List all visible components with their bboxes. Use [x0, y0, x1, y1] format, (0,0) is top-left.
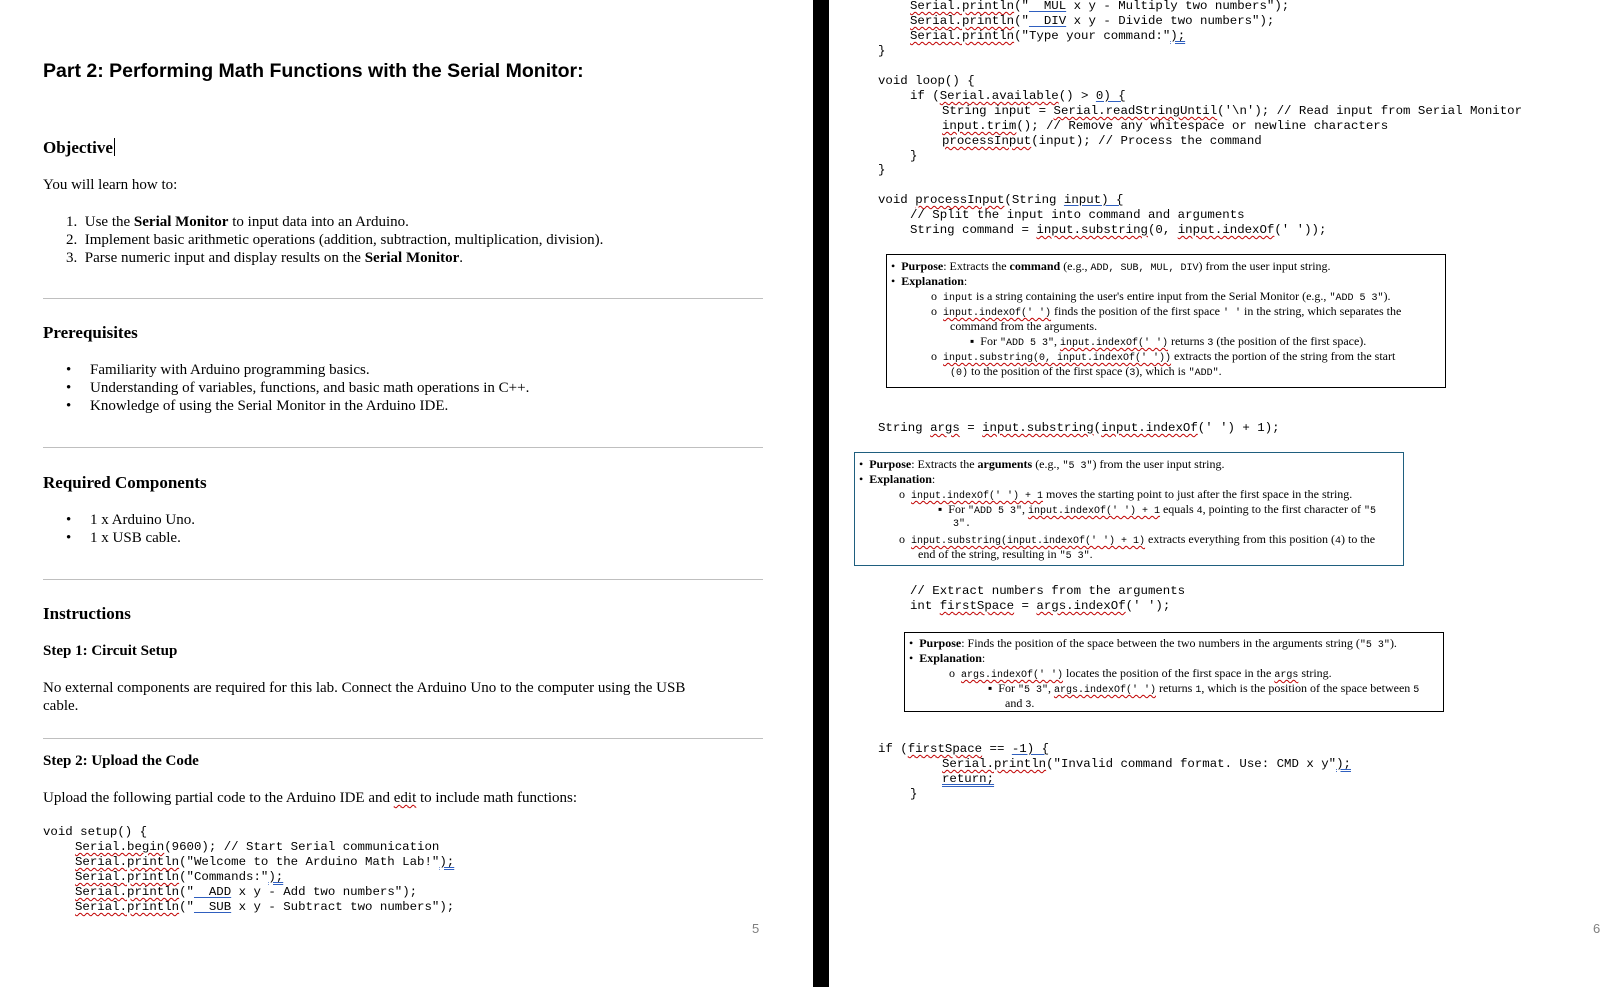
explanation-label: • Explanation:	[859, 472, 936, 486]
code-line: Serial.println("Commands:");	[75, 870, 284, 884]
prerequisites-heading: Prerequisites	[43, 323, 138, 342]
explanation-item: o input.substring(input.indexOf(' ') + 1) extracts everything from this position (4) to the	[899, 532, 1376, 547]
explanation-label: • Explanation:	[891, 274, 968, 288]
components-heading: Required Components	[43, 473, 207, 492]
step2-heading: Step 2: Upload the Code	[43, 753, 199, 769]
example-item: ▪ For "ADD 5 3", input.indexOf(' ') returns 3 (the position of the first space).	[970, 334, 1367, 349]
explanation-item: o input is a string containing the user's entire input from the Serial Monitor (e.g., "ADD 5 3").	[931, 289, 1391, 304]
purpose-line: • Purpose: Extracts the arguments (e.g., "5 3") from the user input string.	[859, 457, 1225, 472]
edit-word: edit	[393, 790, 417, 806]
page-number: 6	[1593, 921, 1601, 936]
code-line: Serial.println("Type your command:");	[910, 29, 1186, 43]
code-line: String args = input.substring(input.indexOf(' ') + 1);	[878, 421, 1280, 435]
prerequisite-item: • Knowledge of using the Serial Monitor in the Arduino IDE.	[66, 398, 449, 414]
code-line: void setup() {	[43, 825, 148, 839]
explanation-item: o input.substring(0, input.indexOf(' ')) extracts the portion of the string from the start	[931, 349, 1396, 364]
step2-text: Upload the following partial code to the Arduino IDE and edit to include math functions:	[43, 790, 578, 806]
page-gutter	[813, 0, 829, 987]
explanation-box-arguments	[854, 452, 1404, 566]
code-line: Serial.println(" ADD x y - Add two numbers");	[75, 885, 418, 899]
explanation-item: o args.indexOf(' ') locates the position of the first space in the args string.	[949, 666, 1332, 681]
page-number: 5	[752, 921, 760, 936]
step1-text-line1: No external components are required for this lab. Connect the Arduino Uno to the computer using the USB	[43, 680, 686, 696]
code-line: Serial.println(" SUB x y - Subtract two numbers");	[75, 900, 455, 914]
code-comment: // Extract numbers from the arguments	[910, 584, 1186, 598]
code-comment: // Split the input into command and arguments	[910, 208, 1245, 222]
explanation-item: o input.indexOf(' ') + 1 moves the starting point to just after the first space in the string.	[899, 487, 1353, 502]
text-cursor	[114, 138, 115, 156]
code-line: Serial.println("Welcome to the Arduino Math Lab!");	[75, 855, 455, 869]
code-line: }	[910, 787, 918, 801]
example-item-cont: 3".	[953, 519, 972, 530]
objective-intro: You will learn how to:	[43, 177, 178, 193]
step1-text-line2: cable.	[43, 698, 79, 714]
code-line: return;	[942, 772, 995, 786]
code-line: input.trim(); // Remove any whitespace or newline characters	[942, 119, 1389, 133]
part-title: Part 2: Performing Math Functions with the Serial Monitor:	[43, 60, 584, 82]
code-line: }	[910, 149, 918, 163]
document-page-6	[829, 0, 1611, 987]
purpose-line: • Purpose: Finds the position of the space between the two numbers in the arguments string ("5 3").	[909, 636, 1397, 651]
section-divider	[43, 738, 763, 739]
objective-item-1: 1. Use the Serial Monitor to input data into an Arduino.	[66, 214, 409, 230]
code-line: void processInput(String input) {	[878, 193, 1124, 207]
objective-item-3: 3. Parse numeric input and display results on the Serial Monitor.	[66, 250, 464, 266]
section-divider	[43, 298, 763, 299]
component-item: • 1 x Arduino Uno.	[66, 512, 196, 528]
code-line: String command = input.substring(0, input.indexOf(' '));	[910, 223, 1327, 237]
explanation-box-firstspace	[904, 632, 1444, 712]
code-line: if (Serial.available() > 0) {	[910, 89, 1126, 103]
example-item: ▪ For "5 3", args.indexOf(' ') returns 1, which is the position of the space between 5	[988, 681, 1420, 696]
explanation-item-cont: (0) to the position of the first space (3), which is "ADD".	[950, 364, 1222, 379]
code-line: String input = Serial.readStringUntil('\n'); // Read input from Serial Monitor	[942, 104, 1522, 118]
explanation-item-cont: end of the string, resulting in "5 3".	[918, 547, 1093, 562]
example-item: ▪ For "ADD 5 3", input.indexOf(' ') + 1 equals 4, pointing to the first character of "5	[938, 502, 1376, 517]
explanation-label: • Explanation:	[909, 651, 986, 665]
code-line: Serial.println(" MUL x y - Multiply two numbers");	[910, 0, 1290, 13]
section-divider	[43, 447, 763, 448]
code-line: if (firstSpace == -1) {	[878, 742, 1050, 756]
prerequisite-item: • Understanding of variables, functions, and basic math operations in C++.	[66, 380, 530, 396]
section-divider	[43, 579, 763, 580]
code-line: Serial.println("Invalid command format. Use: CMD x y");	[942, 757, 1351, 771]
code-line: Serial.begin(9600); // Start Serial communication	[75, 840, 440, 854]
explanation-item-cont: command from the arguments.	[950, 319, 1098, 333]
code-line: void loop() {	[878, 74, 975, 88]
explanation-item: o input.indexOf(' ') finds the position of the first space ' ' in the string, which separates the	[931, 304, 1402, 319]
objective-heading[interactable]: Objective	[43, 138, 113, 157]
component-item: • 1 x USB cable.	[66, 530, 181, 546]
code-line: }	[878, 163, 886, 177]
prerequisite-item: • Familiarity with Arduino programming basics.	[66, 362, 370, 378]
example-item-cont: and 3.	[1005, 696, 1035, 711]
step1-heading: Step 1: Circuit Setup	[43, 643, 178, 659]
code-line: int firstSpace = args.indexOf(' ');	[910, 599, 1171, 613]
code-line: Serial.println(" DIV x y - Divide two numbers");	[910, 14, 1275, 28]
objective-item-2: 2. Implement basic arithmetic operations (addition, subtraction, multiplication, division).	[66, 232, 604, 248]
explanation-box-command	[886, 254, 1446, 388]
code-line: }	[878, 44, 886, 58]
instructions-heading: Instructions	[43, 604, 131, 623]
purpose-line: • Purpose: Extracts the command (e.g., ADD, SUB, MUL, DIV) from the user input string.	[891, 259, 1331, 274]
code-line: processInput(input); // Process the command	[942, 134, 1262, 148]
